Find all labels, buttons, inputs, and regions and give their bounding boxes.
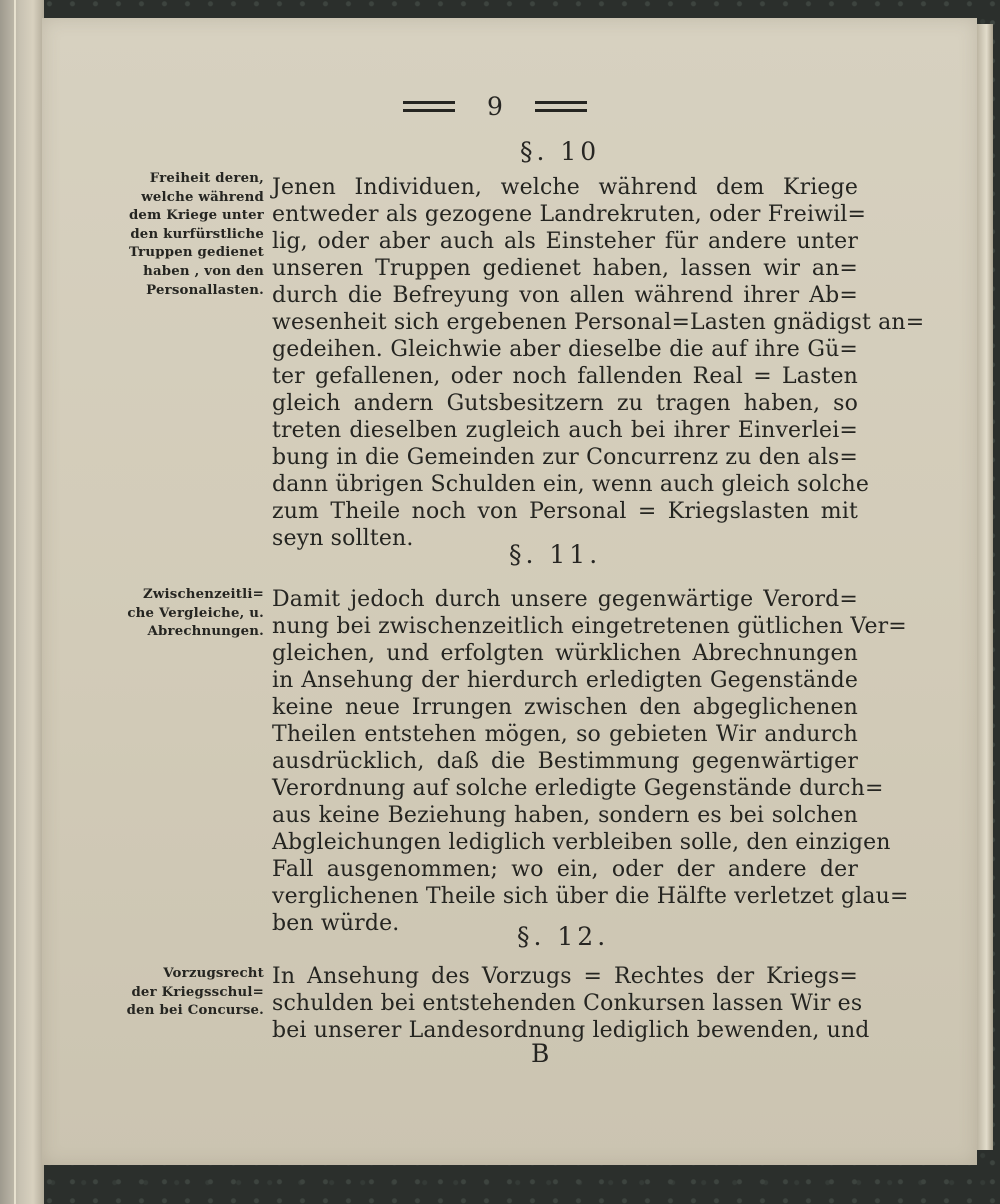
- header-rule-left: [403, 101, 455, 112]
- margin-note-line: welche während: [141, 189, 264, 205]
- margin-note-line: Vorzugsrecht: [163, 966, 264, 981]
- right-page-edge: [977, 24, 993, 1150]
- section-12-heading: §. 12.: [517, 922, 610, 951]
- section-11-text-line: verglichenen Theile sich über die Hälfte verletzet glau=: [272, 884, 909, 909]
- section-11-text-line: keine neue Irrungen zwischen den abgeglichenen: [272, 695, 858, 720]
- section-10-text-line: zum Theile noch von Personal = Kriegslasten mit: [272, 499, 858, 524]
- section-10-text-line: wesenheit sich ergebenen Personal=Lasten gnädigst an=: [272, 310, 925, 335]
- section-10-text-line: seyn sollten.: [272, 526, 414, 551]
- section-11-text-line: Theilen entstehen mögen, so gebieten Wir andurch: [272, 722, 858, 747]
- section-11-text-line: Abgleichungen lediglich verbleiben solle, den einzigen: [272, 830, 891, 855]
- margin-note-line: Freiheit deren,: [149, 171, 264, 186]
- section-10-heading: §. 10: [520, 137, 601, 166]
- section-11-text-line: nung bei zwischenzeitlich eingetretenen gütlichen Ver=: [272, 614, 907, 639]
- section-10-text-line: lig, oder aber auch als Einsteher für andere unter: [272, 229, 858, 254]
- left-page-edge-line: [14, 0, 16, 1204]
- section-12-text-line: In Ansehung des Vorzugs = Rechtes der Kriegs=: [272, 964, 858, 989]
- page-header: [395, 88, 595, 124]
- section-10-text-line: entweder als gezogene Landrekruten, oder Freiwil=: [272, 202, 867, 227]
- section-11-text-line: Verordnung auf solche erledigte Gegenstände durch=: [272, 776, 884, 801]
- section-11-text-line: gleichen, und erfolgten würklichen Abrechnungen: [272, 641, 858, 666]
- margin-note-line: der Kriegsschul=: [131, 984, 264, 1000]
- section-10-text-line: dann übrigen Schulden ein, wenn auch gleich solche: [272, 472, 870, 497]
- margin-note-line: che Vergleiche, u.: [127, 605, 264, 621]
- section-12-margin-note: [124, 965, 264, 1021]
- left-book-edge: [0, 0, 44, 1204]
- page-number: 9: [487, 91, 503, 121]
- margin-note-line: Truppen gedienet: [129, 245, 264, 261]
- section-11-text-line: aus keine Beziehung haben, sondern es bei solchen: [272, 803, 858, 828]
- margin-note-line: Zwischenzeitli=: [142, 587, 264, 602]
- margin-note-line: Personallasten.: [146, 282, 264, 298]
- section-10-text-line: gleich andern Gutsbesitzern zu tragen haben, so: [272, 391, 858, 416]
- section-11-text-line: ausdrücklich, daß die Bestimmung gegenwärtiger: [272, 749, 858, 774]
- section-11-margin-note: [124, 586, 264, 642]
- section-12-text-line: bei unserer Landesordnung lediglich bewenden, und: [272, 1018, 870, 1043]
- section-12-text-line: schulden bei entstehenden Conkursen lassen Wir es: [272, 991, 863, 1016]
- section-11-heading: §. 11.: [509, 540, 602, 569]
- margin-note-line: haben , von den: [143, 263, 264, 279]
- section-11-text-line: in Ansehung der hierdurch erledigten Gegenstände: [272, 668, 858, 693]
- section-11-text-line: ben würde.: [272, 911, 400, 936]
- header-rule-right: [535, 101, 587, 112]
- section-10-text-line: durch die Befreyung von allen während ihrer Ab=: [272, 283, 858, 308]
- section-11-text-line: Fall ausgenommen; wo ein, oder der andere der: [272, 857, 858, 882]
- page-catchword: B: [531, 1039, 550, 1068]
- section-10-text-line: Jenen Individuen, welche während dem Kriege: [272, 175, 858, 200]
- section-10-text-line: ter gefallenen, oder noch fallenden Real = Lasten: [272, 364, 858, 389]
- margin-note-line: dem Kriege unter: [128, 208, 264, 224]
- section-10-text-line: treten dieselben zugleich auch bei ihrer Einverlei=: [272, 418, 858, 443]
- section-10-margin-note: [124, 170, 264, 300]
- section-10-text-line: gedeihen. Gleichwie aber dieselbe die auf ihre Gü=: [272, 337, 858, 362]
- margin-note-line: den bei Concurse.: [126, 1003, 264, 1019]
- section-10-text-line: bung in die Gemeinden zur Concurrenz zu den als=: [272, 445, 858, 470]
- section-11-text-line: Damit jedoch durch unsere gegenwärtige Verord=: [272, 587, 858, 612]
- margin-note-line: den kurfürstliche: [130, 226, 264, 242]
- margin-note-line: Abrechnungen.: [147, 624, 264, 640]
- section-10-text-line: unseren Truppen gedienet haben, lassen wir an=: [272, 256, 858, 281]
